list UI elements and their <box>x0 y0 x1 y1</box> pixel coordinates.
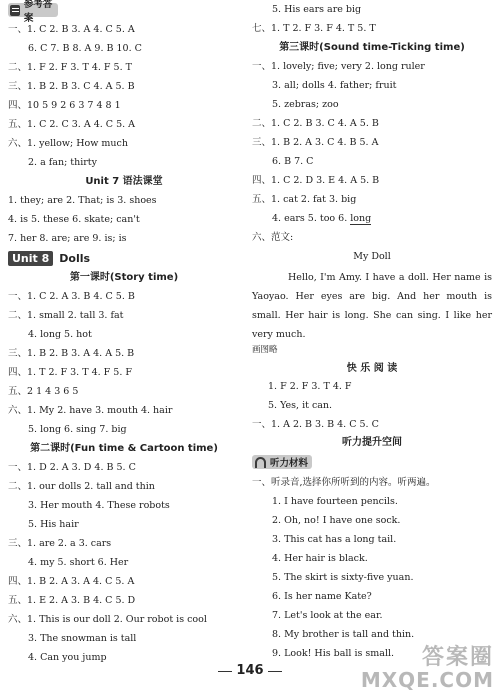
answer-line: 3. The snowman is tall <box>28 633 137 644</box>
answer-line: 一、1. D 2. A 3. D 4. B 5. C <box>8 462 136 473</box>
answer-line: 七、1. T 2. F 3. F 4. T 5. T <box>252 23 376 34</box>
answer-line: 5. zebras; zoo <box>272 99 339 110</box>
section-heading: Unit 7 语法课堂 <box>85 176 163 187</box>
answer-line: 一、1. A 2. B 3. B 4. C 5. C <box>252 419 379 430</box>
answer-line: 六、1. This is our doll 2. Our robot is cool <box>8 614 207 625</box>
answer-key-label: 参考答案 <box>23 0 53 24</box>
answer-line: 二、1. C 2. B 3. C 4. A 5. B <box>252 118 379 129</box>
transcript-line: 7. Let's look at the ear. <box>272 610 383 621</box>
transcript-line: 4. Her hair is black. <box>272 553 368 564</box>
unit-name: Dolls <box>59 252 91 265</box>
answer-line: 5. His hair <box>28 519 79 530</box>
watermark <box>361 647 494 691</box>
answer-line: 5. His ears are big <box>272 4 362 15</box>
headphones-icon <box>255 457 266 468</box>
answer-line: 4. is 5. these 6. skate; can't <box>8 214 140 225</box>
answer-line: 五、2 1 4 3 6 5 <box>8 386 79 397</box>
answer-line: 二、1. our dolls 2. tall and thin <box>8 481 155 492</box>
answer-line: 7. her 8. are; are 9. is; is <box>8 233 127 244</box>
transcript-line: 8. My brother is tall and thin. <box>272 629 415 640</box>
answer-line: 二、1. F 2. F 3. T 4. F 5. T <box>8 62 132 73</box>
answer-line: 六、范文: <box>252 232 294 243</box>
listening-material-label: 听力材料 <box>270 458 309 469</box>
answer-line: 3. Her mouth 4. These robots <box>28 500 170 511</box>
transcript-line: 3. This cat has a long tail. <box>272 534 397 545</box>
answer-line: 5. Yes, it can. <box>268 400 333 411</box>
transcript-line: 9. Look! His ball is small. <box>272 648 395 659</box>
drawing-note: 画图略 <box>252 345 278 355</box>
answer-line: 六、1. yellow; How much <box>8 138 128 149</box>
transcript-line: 2. Oh, no! I have one sock. <box>272 515 401 526</box>
lesson-heading: 第二课时(Fun time & Cartoon time) <box>30 443 218 454</box>
answer-line: 4. my 5. short 6. Her <box>28 557 129 568</box>
answer-key-tag <box>8 0 58 24</box>
answer-line: 一、1. C 2. B 3. A 4. C 5. A <box>8 24 135 35</box>
essay-body: Hello, I'm Amy. I have a doll. Her name is Yaoyao. Her eyes are big. And her mouth is small. Her hair is long. She can sing. I like her very much. <box>252 272 492 340</box>
answer-line: 五、1. C 2. C 3. A 4. C 5. A <box>8 119 136 130</box>
answer-line: 4. long 5. hot <box>28 329 92 340</box>
unit-8-heading <box>8 251 90 266</box>
transcript-line: 5. The skirt is sixty-five yuan. <box>272 572 414 583</box>
lesson-heading: 第一课时(Story time) <box>69 272 179 283</box>
essay-title: My Doll <box>353 251 391 262</box>
answer-line: 三、1. B 2. B 3. A 4. A 5. B <box>8 348 135 359</box>
answer-line: 一、1. C 2. A 3. B 4. C 5. B <box>8 291 135 302</box>
section-heading: 听力提升空间 <box>342 437 402 448</box>
unit-badge: Unit 8 <box>8 251 53 266</box>
answer-text: 4. ears 5. too 6. <box>272 213 351 224</box>
answer-line: 二、1. small 2. tall 3. fat <box>8 310 124 321</box>
answer-line: 6. B 7. C <box>272 156 314 167</box>
answer-line: 五、1. cat 2. fat 3. big <box>252 194 357 205</box>
transcript-line: 1. I have fourteen pencils. <box>272 496 398 507</box>
page-number: 146 <box>210 663 290 678</box>
answer-line: 1. F 2. F 3. T 4. F <box>268 381 352 392</box>
answer-line: 四、10 5 9 2 6 3 7 4 8 1 <box>8 100 121 111</box>
answer-line: 三、1. are 2. a 3. cars <box>8 538 112 549</box>
answer-line: 三、1. B 2. B 3. C 4. A 5. B <box>8 81 135 92</box>
watermark-line-1: 答案圈 <box>421 645 494 670</box>
answer-line: 四、1. B 2. A 3. A 4. C 5. A <box>8 576 135 587</box>
answer-line: 2. a fan; thirty <box>28 157 97 168</box>
answer-line: 一、1. lovely; five; very 2. long ruler <box>252 61 425 72</box>
answer-line: 六、1. My 2. have 3. mouth 4. hair <box>8 405 173 416</box>
underlined-answer: long <box>350 213 372 224</box>
lesson-heading: 第三课时(Sound time-Ticking time) <box>279 42 465 53</box>
answer-line: 四、1. C 2. D 3. E 4. A 5. B <box>252 175 380 186</box>
watermark-line-2: MXQE.COM <box>360 668 494 692</box>
transcript-line: 6. Is her name Kate? <box>272 591 372 602</box>
section-heading: 快 乐 阅 读 <box>346 363 398 374</box>
answer-line: 6. C 7. B 8. A 9. B 10. C <box>28 43 142 54</box>
answer-line: 5. long 6. sing 7. big <box>28 424 127 435</box>
answer-line: 4. Can you jump <box>28 652 107 663</box>
answer-line <box>252 213 371 225</box>
answer-line: 四、1. T 2. F 3. T 4. F 5. F <box>8 367 132 378</box>
answer-line: 五、1. E 2. A 3. B 4. C 5. D <box>8 595 136 606</box>
book-icon <box>10 5 20 16</box>
answer-line: 3. all; dolls 4. father; fruit <box>272 80 397 91</box>
instruction-line: 一、听录音,选择你所听到的内容。听两遍。 <box>252 477 436 488</box>
answer-line: 1. they; are 2. That; is 3. shoes <box>8 195 157 206</box>
listening-material-tag <box>252 455 312 469</box>
answer-line: 三、1. B 2. A 3. C 4. B 5. A <box>252 137 379 148</box>
